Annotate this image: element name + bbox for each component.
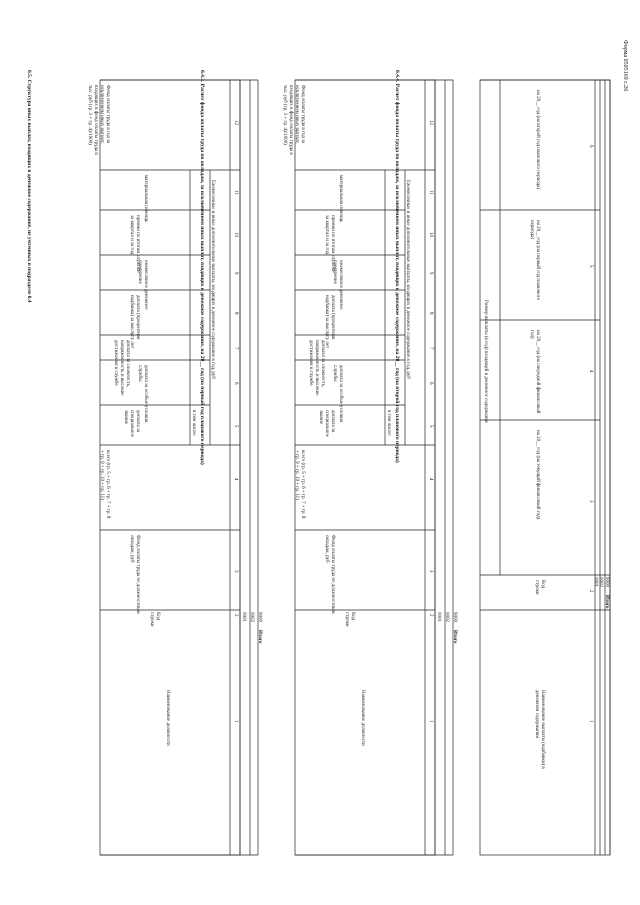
t643-col-total: всего (гр. 5 + гр. 6 + гр. 7 + гр. 8 + гр. 9 + гр. 10 + гр. 11) bbox=[99, 450, 110, 519]
t643-col-5: доплата за специальное звание bbox=[123, 410, 140, 437]
t644-num-6: 6 bbox=[428, 382, 433, 385]
t65-col-4: на 20__ год (на очередной финансовый год) bbox=[529, 330, 540, 414]
t65-num-3: 3 bbox=[588, 500, 593, 503]
t644-col-8: доплата (процентная надбавка) за выслугу лет bbox=[324, 295, 335, 349]
t644-col-total: всего (гр. 5 + гр. 6 + гр. 7 + гр. 8 + гр. 9 + гр. 10 + гр. 11) bbox=[294, 450, 305, 519]
t65-col-5: на 20__ год (на первый год планового периода) bbox=[529, 220, 540, 301]
t644-col-10: премии по итогам службы за квартал и за год bbox=[324, 215, 335, 272]
t643-col-position: Наименование должности bbox=[165, 690, 170, 746]
form-label: Форма 0505169 с.26 bbox=[622, 40, 628, 92]
t644-num-8: 8 bbox=[428, 312, 433, 315]
t643-num-1: 1 bbox=[233, 720, 238, 723]
t65-num-2: 2 bbox=[588, 590, 593, 593]
t65-row-code-total: 9000 bbox=[604, 577, 609, 587]
t643-num-5: 5 bbox=[233, 425, 238, 428]
section-644-title: 6.4.4. Расчет фонда оплаты труда по окладам, за исключением иных выплат, входящих в денежное содержание, на 20__ год (на второй год планового периода) bbox=[394, 70, 400, 463]
t65-col-3: на 20__ год (на текущий финансовый год) bbox=[535, 430, 540, 520]
t65-col-code: Код строки bbox=[534, 580, 545, 595]
t644-col-code: Код строки bbox=[344, 612, 355, 627]
section-643-title: 6.4.3. Расчет фонда оплаты труда по окладам, за исключением иных выплат, входящих в денежное содержание, на 20__ год (на первый год планового периода) bbox=[199, 70, 205, 465]
t644-num-12: 12 bbox=[428, 120, 433, 125]
t644-num-3: 3 bbox=[428, 570, 433, 573]
t643-row-code-2: 0002 bbox=[249, 612, 254, 622]
t643-col-11: материальная помощь bbox=[143, 175, 148, 223]
t65-col-6: на 20__ год (на второй год планового периода) bbox=[535, 90, 540, 190]
t643-col-7: доплата за сложность, напряженность и высокие достижения в службе bbox=[113, 340, 130, 396]
t65-num-4: 4 bbox=[588, 370, 593, 373]
t644-col-5: доплата за специальное звание bbox=[318, 410, 335, 437]
t65-num-5: 5 bbox=[588, 265, 593, 268]
t643-col-9: ежемесячное денежное поощрение bbox=[137, 260, 148, 310]
t643-num-8: 8 bbox=[233, 312, 238, 315]
t643-col-fund: Фонд оплаты труда по должностным окладам, руб bbox=[129, 535, 140, 614]
t643-total-label: Итого bbox=[257, 630, 262, 644]
t643-row-code-1: 0001 bbox=[241, 612, 246, 622]
t643-num-12: 12 bbox=[233, 120, 238, 125]
t644-col-group: Ежемесячные и иные дополнительные выплаты, входящих в денежное содержание в год, руб bbox=[405, 180, 410, 379]
t644-num-10: 10 bbox=[428, 232, 433, 237]
t644-in-that-number: в том числе: bbox=[386, 410, 391, 437]
t644-num-1: 1 bbox=[428, 720, 433, 723]
t644-col-fund: Фонд оплаты труда по должностным окладам, руб bbox=[324, 535, 335, 614]
t644-col-7: доплата за сложность, напряженность и высокие достижения в службе bbox=[308, 340, 325, 396]
t644-num-11: 11 bbox=[428, 190, 433, 195]
t65-row-code-2: 0002 bbox=[598, 577, 603, 587]
t643-num-4: 4 bbox=[233, 478, 238, 481]
t643-col-group: Ежемесячные и иные дополнительные выплаты, входящих в денежное содержание в год, руб bbox=[210, 180, 215, 379]
t643-col-8: доплата (процентная надбавка) за выслугу лет bbox=[129, 295, 140, 349]
t643-row-code-total: 9000 bbox=[257, 612, 262, 622]
t644-total-label: Итого bbox=[452, 630, 457, 644]
t65-row-code-1: 0001 bbox=[593, 577, 598, 587]
t644-col-12: Фонд оплаты труда в год за исключением иных выплат, входящих в фонд оплаты труда в тыс. руб (гр. 3 + гр. 4)/1000) bbox=[282, 85, 305, 155]
t643-col-10: премии по итогам службы за квартал и за год bbox=[129, 215, 140, 272]
t65-col-group: Размер выплаты (в год) входящей в денежное содержание bbox=[483, 300, 488, 424]
t643-num-9: 9 bbox=[233, 272, 238, 275]
t644-num-5: 5 bbox=[428, 425, 433, 428]
t643-col-12: Фонд оплаты труда в год за исключением иных выплат, входящих в фонд оплаты труда в тыс. руб (гр. 3 + гр. 4)/1000) bbox=[87, 85, 110, 155]
t644-col-9: ежемесячное денежное поощрение bbox=[332, 260, 343, 310]
t644-num-4: 4 bbox=[428, 478, 433, 481]
t643-num-10: 10 bbox=[233, 232, 238, 237]
t65-col-name: Наименование выплаты (надбавки) в денежном содержании bbox=[534, 690, 545, 769]
t643-num-6: 6 bbox=[233, 382, 238, 385]
t644-col-6: доплата за особые условия службы bbox=[332, 365, 343, 423]
t65-num-1: 1 bbox=[588, 720, 593, 723]
t643-num-3: 3 bbox=[233, 570, 238, 573]
t644-num-7: 7 bbox=[428, 347, 433, 350]
t644-col-position: Наименование должности bbox=[360, 690, 365, 746]
t644-row-code-2: 0002 bbox=[444, 612, 449, 622]
t644-num-2: 2 bbox=[428, 614, 433, 617]
t644-row-code-1: 0001 bbox=[436, 612, 441, 622]
t643-num-2: 2 bbox=[233, 614, 238, 617]
t65-num-6: 6 bbox=[588, 145, 593, 148]
t643-in-that-number: в том числе: bbox=[191, 410, 196, 437]
t643-col-6: доплата за особые условия службы bbox=[137, 365, 148, 423]
t643-num-11: 11 bbox=[233, 190, 238, 195]
t643-num-7: 7 bbox=[233, 347, 238, 350]
t643-col-code: Код строки bbox=[149, 612, 160, 627]
t644-num-9: 9 bbox=[428, 272, 433, 275]
t644-row-code-total: 9000 bbox=[452, 612, 457, 622]
section-65-title: 6.5. Структура иных выплат, входящих в денежное содержание, не учтенных в подразделе 6.4 bbox=[26, 70, 32, 303]
t644-col-11: материальная помощь bbox=[338, 175, 343, 223]
t65-total-label: Итого bbox=[604, 595, 609, 609]
